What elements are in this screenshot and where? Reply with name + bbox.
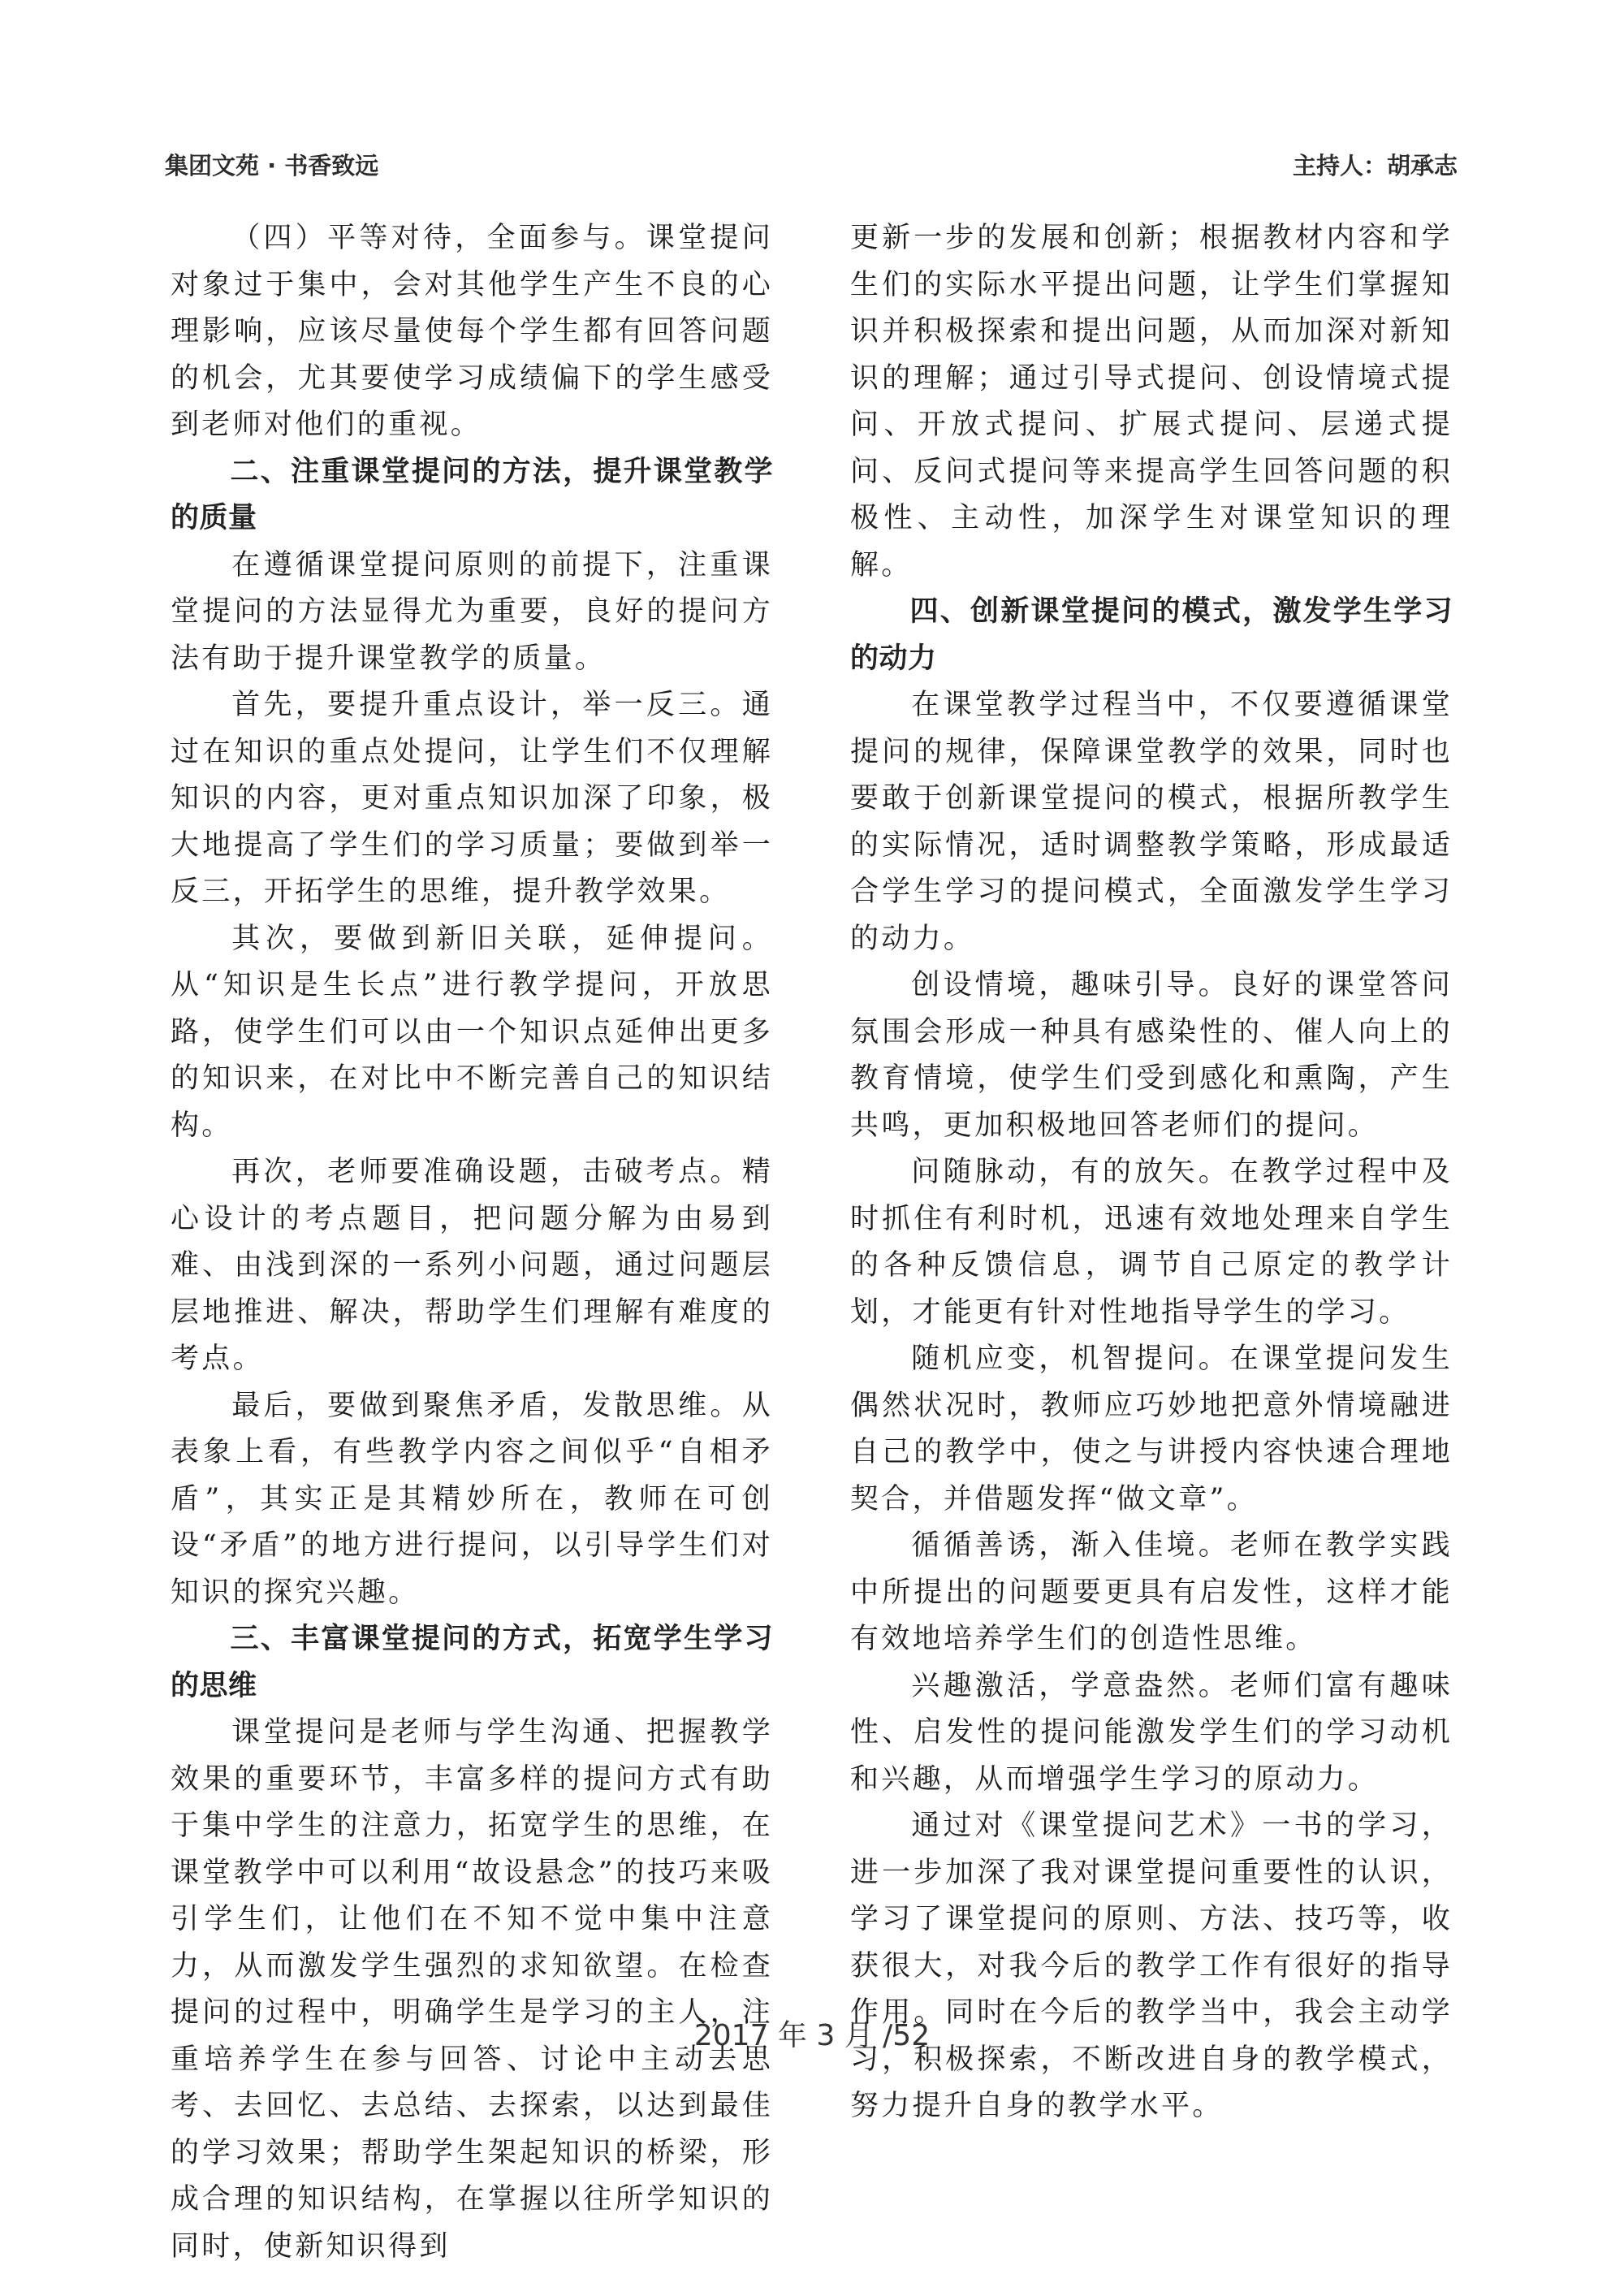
paragraph: 创设情境，趣味引导。良好的课堂答问氛围会形成一种具有感染性的、催人向上的教育情境，使学生们受到感化和熏陶，产生共鸣，更加积极地回答老师们的提问。 <box>850 969 1453 1142</box>
paragraph: （四）平等对待，全面参与。课堂提问对象过于集中，会对其他学生产生不良的心理影响，应该尽量使每个学生都有回答问题的机会，尤其要使学习成绩偏下的学生感受到老师对他们的重视。 <box>171 222 773 441</box>
paragraph: 通过对《课堂提问艺术》一书的学习，进一步加深了我对课堂提问重要性的认识，学习了课堂提问的原则、方法、技巧等，收获很大，对我今后的教学工作有很好的指导作用。同时在今后的教学当中，我会主动学习，积极探索，不断改进自身的教学模式，努力提升自身的教学水平。 <box>850 1810 1453 2122</box>
running-header-host: 主持人：胡承志 <box>1292 152 1458 179</box>
paragraph: 在课堂教学过程当中，不仅要遵循课堂提问的规律，保障课堂教学的效果，同时也要敢于创新课堂提问的模式，根据所教学生的实际情况，适时调整教学策略，形成最适合学生学习的提问模式，全面激发学生学习的动力。 <box>850 689 1453 955</box>
paragraph: 随机应变，机智提问。在课堂提问发生偶然状况时，教师应巧妙地把意外情境融进自己的教学中，使之与讲授内容快速合理地契合，并借题发挥“做文章”。 <box>850 1343 1453 1515</box>
right-column <box>850 215 1453 2130</box>
paragraph: 再次，老师要准确设题，击破考点。精心设计的考点题目，把问题分解为由易到难、由浅到深的一系列小问题，通过问题层层地推进、解决，帮助学生们理解有难度的考点。 <box>171 1156 773 1375</box>
section-heading: 二、注重课堂提问的方法，提升课堂教学的质量 <box>171 455 773 534</box>
paragraph: 在遵循课堂提问原则的前提下，注重课堂提问的方法显得尤为重要，良好的提问方法有助于提升课堂教学的质量。 <box>171 548 773 675</box>
page-footer-date-number: 2017 年 3 月 /52 <box>693 2019 931 2052</box>
paragraph: 首先，要提升重点设计，举一反三。通过在知识的重点处提问，让学生们不仅理解知识的内容，更对重点知识加深了印象，极大地提高了学生们的学习质量；要做到举一反三，开拓学生的思维，提升教学效果。 <box>171 689 773 908</box>
paragraph: 循循善诱，渐入佳境。老师在教学实践中所提出的问题要更具有启发性，这样才能有效地培养学生们的创造性思维。 <box>850 1529 1453 1655</box>
paragraph: 课堂提问是老师与学生沟通、把握教学效果的重要环节，丰富多样的提问方式有助于集中学生的注意力，拓宽学生的思维，在课堂教学中可以利用“故设悬念”的技巧来吸引学生们，让他们在不知不觉中集中注意力，从而激发学生强烈的求知欲望。在检查提问的过程中，明确学生是学习的主人，注重培养学生在参与回答、讨论中主动去思考、去回忆、去总结、去探索，以达到最佳的学习效果；帮助学生架起知识的桥梁，形成合理的知识结构，在掌握以往所学知识的同时，使新知识得到 <box>171 1716 773 2263</box>
paragraph-continued: 更新一步的发展和创新；根据教材内容和学生们的实际水平提出问题，让学生们掌握知识并积极探索和提出问题，从而加深对新知识的理解；通过引导式提问、创设情境式提问、开放式提问、扩展式提问、层递式提问、反问式提问等来提高学生回答问题的积极性、主动性，加深学生对课堂知识的理解。 <box>850 222 1453 582</box>
paragraph: 兴趣激活，学意盎然。老师们富有趣味性、启发性的提问能激发学生们的学习动机和兴趣，从而增强学生学习的原动力。 <box>850 1669 1453 1796</box>
running-header-section: 集团文苑 · 书香致远 <box>165 152 379 179</box>
paragraph: 问随脉动，有的放矢。在教学过程中及时抓住有利时机，迅速有效地处理来自学生的各种反馈信息，调节自己原定的教学计划，才能更有针对性地指导学生的学习。 <box>850 1156 1453 1329</box>
paragraph: 最后，要做到聚焦矛盾，发散思维。从表象上看，有些教学内容之间似乎“自相矛盾”，其实正是其精妙所在，教师在可创设“矛盾”的地方进行提问，以引导学生们对知识的探究兴趣。 <box>171 1389 773 1609</box>
left-column <box>171 215 773 2270</box>
section-heading: 四、创新课堂提问的模式，激发学生学习的动力 <box>850 595 1453 675</box>
paragraph: 其次，要做到新旧关联，延伸提问。从“知识是生长点”进行教学提问，开放思路，使学生们可以由一个知识点延伸出更多的知识来，在对比中不断完善自己的知识结构。 <box>171 922 773 1142</box>
section-heading: 三、丰富课堂提问的方式，拓宽学生学习的思维 <box>171 1623 773 1702</box>
